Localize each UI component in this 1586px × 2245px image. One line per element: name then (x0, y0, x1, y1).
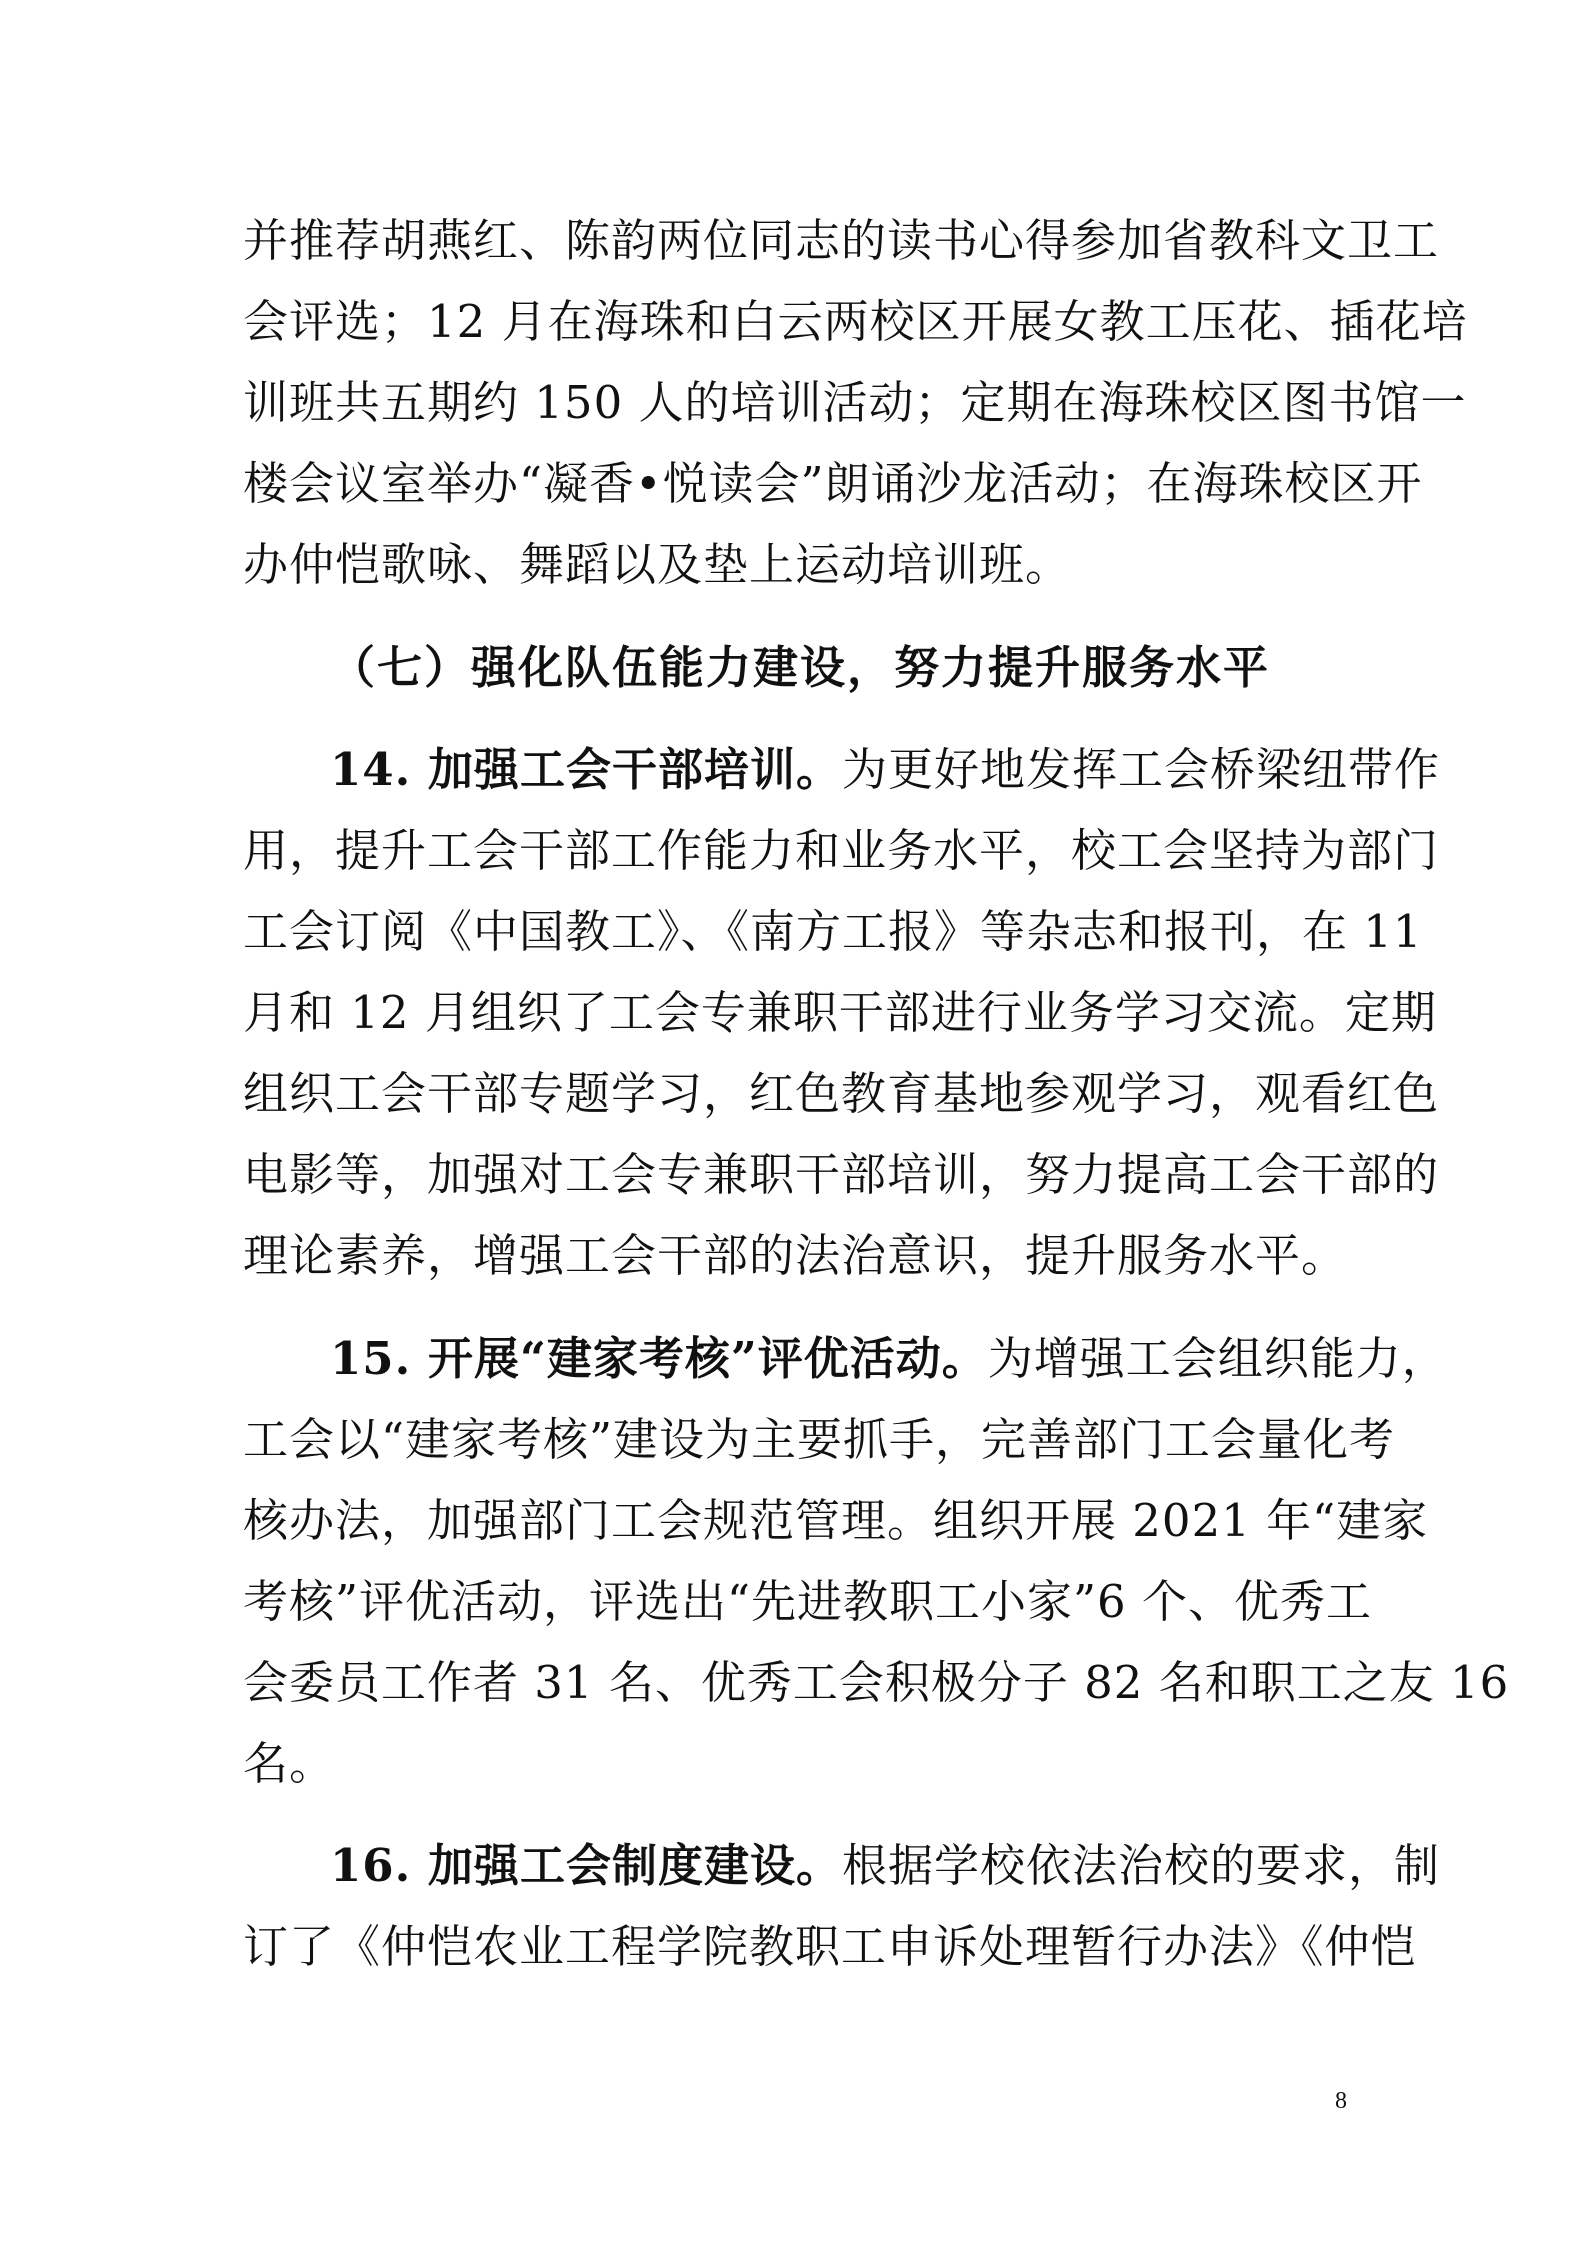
paragraph-line: 电影等，加强对工会专兼职干部培训，努力提高工会干部的 (243, 1148, 1440, 1201)
item-16-lead: 16. 加强工会制度建设。 (330, 1839, 842, 1892)
paragraph-line: 楼会议室举办“凝香•悦读会”朗诵沙龙活动；在海珠校区开 (243, 457, 1423, 510)
item-15-first-line (330, 1329, 1448, 1389)
paragraph-line: 理论素养，增强工会干部的法治意识，提升服务水平。 (243, 1229, 1348, 1282)
paragraph-line: 组织工会干部专题学习，红色教育基地参观学习，观看红色 (243, 1067, 1440, 1120)
paragraph-line: 会评选；12 月在海珠和白云两校区开展女教工压花、插花培 (243, 295, 1468, 348)
item-14-first-rest: 为更好地发挥工会桥梁纽带作 (841, 743, 1440, 796)
paragraph-line: 训班共五期约 150 人的培训活动；定期在海珠校区图书馆一 (243, 376, 1467, 429)
paragraph-line: 考核”评优活动，评选出“先进教职工小家”6 个、优秀工 (243, 1575, 1372, 1628)
paragraph-line: 用，提升工会干部工作能力和业务水平，校工会坚持为部门 (243, 824, 1440, 877)
paragraph-line: 并推荐胡燕红、陈韵两位同志的读书心得参加省教科文卫工 (243, 214, 1440, 267)
item-16-first-line (330, 1836, 1440, 1896)
item-14-first-line (330, 740, 1440, 800)
paragraph-line: 月和 12 月组织了工会专兼职干部进行业务学习交流。定期 (243, 986, 1437, 1039)
paragraph-line: 名。 (243, 1737, 336, 1790)
item-14-lead: 14. 加强工会干部培训。 (330, 743, 842, 796)
paragraph-line: 工会以“建家考核”建设为主要抓手，完善部门工会量化考 (243, 1413, 1396, 1466)
item-16-first-rest: 根据学校依法治校的要求，制 (841, 1839, 1440, 1892)
item-15-first-rest: 为增强工会组织能力， (987, 1332, 1448, 1385)
paragraph-line: 订了《仲恺农业工程学院教职工申诉处理暂行办法》《仲恺 (243, 1920, 1417, 1973)
paragraph-line: 会委员工作者 31 名、优秀工会积极分子 82 名和职工之友 16 (243, 1656, 1510, 1709)
paragraph-line: 核办法，加强部门工会规范管理。组织开展 2021 年“建家 (243, 1494, 1429, 1547)
paragraph-line: 工会订阅《中国教工》、《南方工报》等杂志和报刊，在 11 (243, 905, 1423, 958)
section-heading: （七）强化队伍能力建设，努力提升服务水平 (330, 641, 1271, 694)
page-number: 8 (1335, 2088, 1347, 2114)
paragraph-line: 办仲恺歌咏、舞蹈以及垫上运动培训班。 (243, 538, 1072, 591)
item-15-lead: 15. 开展“建家考核”评优活动。 (330, 1332, 988, 1385)
